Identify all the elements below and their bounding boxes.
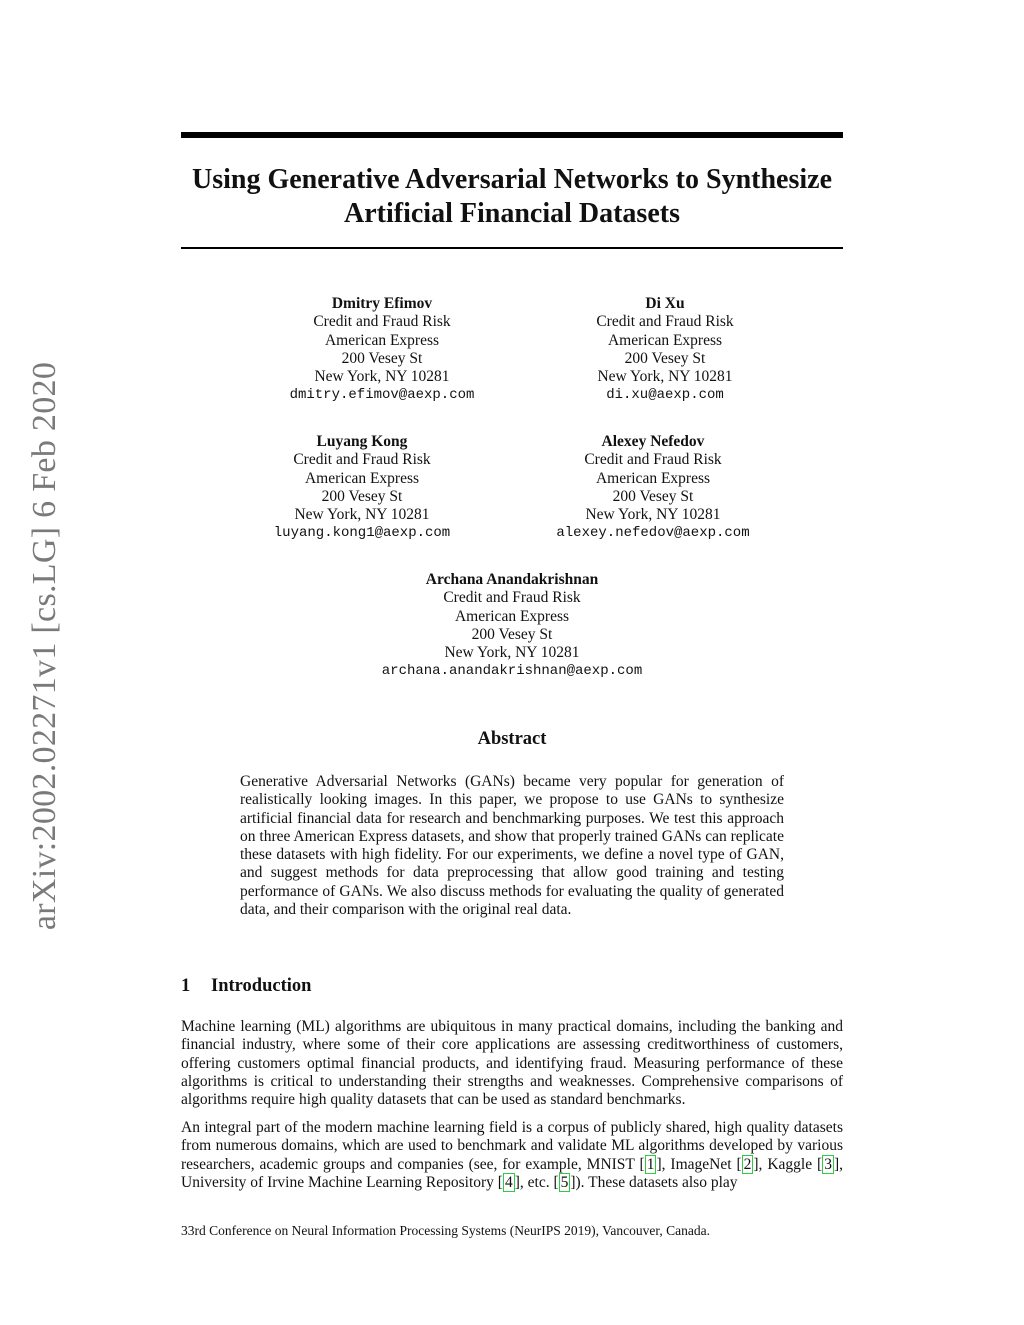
author-city: New York, NY 10281 <box>294 506 430 524</box>
author-organization: American Express <box>304 469 420 487</box>
author-organization: American Express <box>324 331 440 349</box>
author-street: 200 Vesey St <box>612 487 694 505</box>
paragraph-text: ], ImageNet [ <box>656 1155 742 1173</box>
author-email: alexey.nefedov@aexp.com <box>556 525 750 542</box>
arxiv-identifier-stamp: arXiv:2002.02271v1 [cs.LG] 6 Feb 2020 <box>26 361 63 931</box>
abstract-text: Generative Adversarial Networks (GANs) became very popular for generation of realistically looking images. In this paper, we propose to use GANs to synthesize artificial financial data for research and benchmarking purposes. We test this approach on three American Express datasets, and show that properly trained GANs can replicate these datasets with high fidelity. For our experiments, we define a novel type of GAN, and suggest methods for data preprocessing that allow good training and testing performance of GANs. We also discuss methods for evaluating the quality of generated data, and their comparison with the original real data. <box>240 773 784 919</box>
author-department: Credit and Fraud Risk <box>313 313 451 331</box>
author-organization: American Express <box>607 331 723 349</box>
citation-link-2[interactable]: 2 <box>743 1155 752 1173</box>
author-email: luyang.kong1@aexp.com <box>273 525 451 542</box>
paragraph-text: ]). These datasets also play <box>570 1173 738 1191</box>
author-name: Dmitry Efimov <box>331 295 433 312</box>
paragraph-text: An integral part of the modern machine learning field is a corpus of publicly shared, high quality datasets from numerous domains, which are used to benchmark and validate ML algorithms developed by various researchers, academic groups and companies (see, for example, MNIST [ <box>181 1119 843 1173</box>
author-block <box>556 433 749 543</box>
citation-link-4[interactable]: 4 <box>504 1173 513 1191</box>
citation-link-1[interactable]: 1 <box>646 1155 655 1173</box>
title-rule-bottom <box>181 247 843 249</box>
author-department: Credit and Fraud Risk <box>584 451 722 469</box>
title-rule-top <box>181 132 843 138</box>
author-street: 200 Vesey St <box>471 625 553 643</box>
author-city: New York, NY 10281 <box>314 368 450 386</box>
author-department: Credit and Fraud Risk <box>443 589 581 607</box>
author-block <box>382 571 642 681</box>
author-email: di.xu@aexp.com <box>606 387 724 404</box>
author-name: Alexey Nefedov <box>601 433 705 450</box>
author-block <box>596 295 733 405</box>
author-city: New York, NY 10281 <box>585 506 721 524</box>
author-organization: American Express <box>595 469 711 487</box>
conference-footnote: 33rd Conference on Neural Information Processing Systems (NeurIPS 2019), Vancouver, Canada. <box>181 1223 710 1238</box>
author-email: dmitry.efimov@aexp.com <box>289 387 475 404</box>
citation-link-3[interactable]: 3 <box>824 1155 832 1173</box>
introduction-paragraph-1: Machine learning (ML) algorithms are ubiquitous in many practical domains, including the banking and financial industry, where some of their core applications are assessing creditworthiness of customers, offering customers optimal financial products, and identifying fraud. Measuring performance of these algorithms is critical to understanding their strengths and weaknesses. Comprehensive comparisons of algorithms require high quality datasets that can be used as standard benchmarks. <box>181 1018 843 1109</box>
paragraph-text: ], University of Irvine Machine Learning Repository [ <box>181 1155 843 1191</box>
author-department: Credit and Fraud Risk <box>293 451 431 469</box>
citation-link-5[interactable]: 5 <box>560 1173 569 1191</box>
paragraph-text: ], Kaggle [ <box>753 1155 823 1173</box>
author-block <box>290 295 475 405</box>
author-name: Archana Anandakrishnan <box>425 571 599 588</box>
title-line-2: Artificial Financial Datasets <box>344 198 680 229</box>
section-number: 1 <box>181 976 191 996</box>
author-name: Di Xu <box>645 295 685 312</box>
author-department: Credit and Fraud Risk <box>596 313 734 331</box>
paragraph-text: ], etc. [ <box>514 1173 559 1191</box>
author-city: New York, NY 10281 <box>444 644 580 662</box>
author-email: archana.anandakrishnan@aexp.com <box>381 663 643 680</box>
paper-title <box>181 163 843 231</box>
abstract-heading: Abstract <box>477 729 547 749</box>
section-title: Introduction <box>211 976 312 996</box>
author-block <box>274 433 450 543</box>
title-line-1: Using Generative Adversarial Networks to Synthesize <box>191 164 833 195</box>
author-street: 200 Vesey St <box>341 349 423 367</box>
author-city: New York, NY 10281 <box>597 368 733 386</box>
section-heading-introduction <box>181 976 311 997</box>
introduction-paragraph-2 <box>181 1119 843 1192</box>
author-street: 200 Vesey St <box>321 487 403 505</box>
author-name: Luyang Kong <box>316 433 408 450</box>
author-street: 200 Vesey St <box>624 349 706 367</box>
author-organization: American Express <box>454 607 570 625</box>
